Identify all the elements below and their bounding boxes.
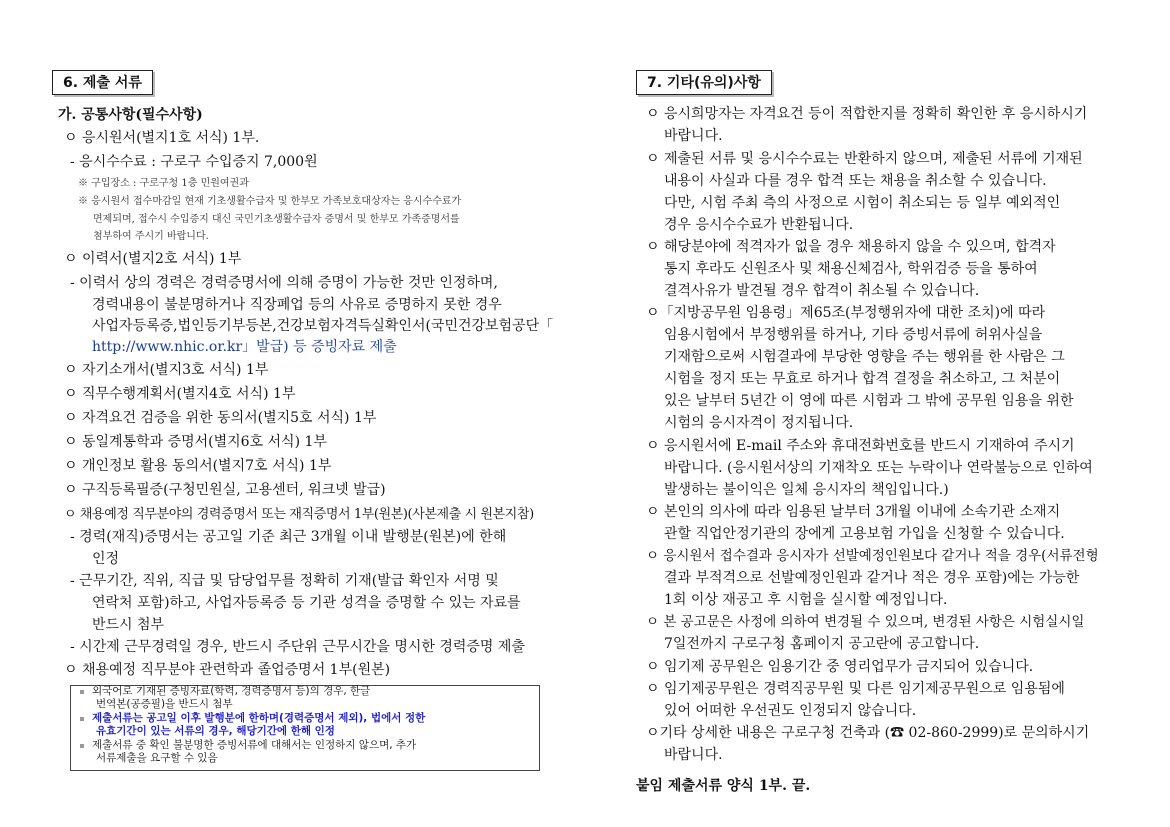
list-item: 내용이 사실과 다를 경우 합격 또는 채용을 취소할 수 있습니다. <box>664 173 1047 189</box>
list-item: ㅇ 채용예정 직무분야 관련학과 졸업증명서 1부(원본) <box>64 662 391 678</box>
list-item: ㅇ 본 공고문은 사정에 의하여 변경될 수 있으며, 변경된 사항은 시험실시일 <box>646 614 1085 630</box>
list-item: ㅇ 채용예정 직무분야의 경력증명서 또는 재직증명서 1부(원본)(사본제출 시 원본지참) <box>64 507 534 522</box>
section-6-title: 6. 제출 서류 <box>52 70 153 95</box>
list-item: 반드시 첨부 <box>92 617 165 633</box>
list-item: 관할 직업안정기관의 장에게 고용보험 가입을 신청할 수 있습니다. <box>664 526 1065 542</box>
note-item: 첨부하여 주시기 바랍니다. <box>93 231 209 242</box>
list-item: ㅇ 제출된 서류 및 응시수수료는 반환하지 않으며, 제출된 서류에 기재된 <box>646 151 1083 167</box>
list-item: 경력내용이 불분명하거나 직장폐업 등의 사유로 증명하지 못한 경우 <box>92 297 502 313</box>
note-item: ※ 구입장소 : 구로구청 1층 민원여권과 <box>78 178 249 189</box>
notice-text: 번역본(공증필)을 반드시 첨부 <box>96 698 233 710</box>
list-item: - 응시수수료 : 구로구 수입증지 7,000원 <box>70 154 318 170</box>
list-item: - 근무기간, 직위, 직급 및 담당업무를 정확히 기재(발급 확인자 서명 및 <box>70 573 499 589</box>
list-item: 바랍니다. (응시원서상의 기재착오 또는 누락이나 연락불능으로 인하여 <box>664 460 1093 476</box>
note-item: ※ 응시원서 접수마감일 현재 기초생활수급자 및 한부모 가족보호대상자는 응시수수료가 <box>78 196 462 207</box>
list-item: 결격사유가 발견될 경우 합격이 취소될 수 있습니다. <box>664 283 980 299</box>
list-item: ㅇ 직무수행계획서(별지4호 서식) 1부 <box>64 386 296 402</box>
notice-text-emphasis: 유효기간이 있는 서류의 경우, 해당기간에 한해 인정 <box>96 725 335 737</box>
list-item: ㅇ 동일계통학과 증명서(별지6호 서식) 1부 <box>64 434 327 450</box>
list-item: 바랍니다. <box>664 747 723 763</box>
list-item: 기재함으로써 시험결과에 부당한 영향을 주는 행위를 한 사람은 그 <box>664 349 1065 365</box>
list-item: 시험의 응시자격이 정지됩니다. <box>664 415 854 431</box>
common-requirements-heading: 가. 공통사항(필수사항) <box>58 107 203 123</box>
list-item: ㅇ 응시원서에 E-mail 주소와 휴대전화번호를 반드시 기재하여 주시기 <box>646 438 1075 454</box>
list-item: ㅇ 임기제공무원은 경력직공무원 및 다른 임기제공무원으로 임용됨에 <box>646 681 1065 697</box>
list-item: 연락처 포함)하고, 사업자등록증 등 기관 성격을 증명할 수 있는 자료를 <box>92 595 521 611</box>
list-item: ㅇ「지방공무원 임용령」제65조(부정행위자에 대한 조치)에 따라 <box>646 305 1046 321</box>
list-item: ㅇ 응시원서(별지1호 서식) 1부. <box>64 130 260 146</box>
notice-bullet <box>80 690 84 694</box>
list-item: ㅇ 해당분야에 적격자가 없을 경우 채용하지 않을 수 있으며, 합격자 <box>646 239 1056 255</box>
notice-bullet <box>80 717 84 721</box>
list-item: ㅇ 응시원서 접수결과 응시자가 선발예정인원보다 같거나 적을 경우(서류전형 <box>646 548 1099 564</box>
list-item: ㅇ 자격요건 검증을 위한 동의서(별지5호 서식) 1부 <box>64 410 377 426</box>
list-item: - 경력(재직)증명서는 공고일 기준 최근 3개월 이내 발행분(원본)에 한해 <box>70 529 507 545</box>
contact-item: ㅇ기타 상세한 내용은 구로구청 건축과 (☎ 02-860-2999)로 문의하시기 <box>646 725 1090 741</box>
list-item: 발생하는 불이익은 일체 응시자의 책임입니다.) <box>664 482 949 498</box>
notice-text-emphasis: 제출서류는 공고일 이후 발행분에 한하며(경력증명서 제외), 법에서 정한 <box>92 712 426 724</box>
list-item: - 이력서 상의 경력은 경력증명서에 의해 증명이 가능한 것만 인정하며, <box>70 275 498 291</box>
list-item: ㅇ 이력서(별지2호 서식) 1부 <box>64 251 242 267</box>
list-item: ㅇ 자기소개서(별지3호 서식) 1부 <box>64 362 269 378</box>
list-item: 임용시험에서 부정행위를 하거나, 기타 증빙서류에 허위사실을 <box>664 327 1043 343</box>
notice-text: 외국어로 기재된 증빙자료(학력, 경력증명서 등)의 경우, 한글 <box>92 685 371 697</box>
list-item: 바랍니다. <box>664 128 723 144</box>
notice-bullet <box>80 744 84 748</box>
note-item: 면제되며, 접수시 수입증지 대신 국민기초생활수급자 증명서 및 한부모 가족증명서를 <box>93 214 460 225</box>
notice-text: 서류제출을 요구할 수 있음 <box>96 752 218 764</box>
list-item: 있어 어떠한 우선권도 인정되지 않습니다. <box>664 703 917 719</box>
list-item: ㅇ 임기제 공무원은 임용기간 중 영리업무가 금지되어 있습니다. <box>646 659 1034 675</box>
list-item: ㅇ 본인의 의사에 따라 임용된 날부터 3개월 이내에 소속기관 소재지 <box>646 504 1061 520</box>
list-item: 시험을 정지 또는 무효로 하거나 합격 결정을 취소하고, 그 처분이 <box>664 371 1061 387</box>
section-7-title: 7. 기타(유의)사항 <box>636 70 772 95</box>
list-item: 인정 <box>92 551 120 567</box>
attachment-footer: 붙임 제출서류 양식 1부. 끝. <box>636 778 811 794</box>
list-item: 있은 날부터 5년간 이 영에 따른 시험과 그 밖에 공무원 임용을 위한 <box>664 393 1074 409</box>
list-item: 1회 이상 재공고 후 시험을 실시할 예정입니다. <box>664 592 948 608</box>
list-item: 결과 부적격으로 선발예정인원과 같거나 적은 경우 포함)에는 가능한 <box>664 570 1080 586</box>
list-item: ㅇ 응시희망자는 자격요건 등이 적합한지를 정확히 확인한 후 응시하시기 <box>646 106 1088 122</box>
list-item: - 시간제 근무경력일 경우, 반드시 주단위 근무시간을 명시한 경력증명 제출 <box>70 639 525 655</box>
nhic-link[interactable]: http://www.nhic.or.kr」발급) 등 증빙자료 제출 <box>92 339 397 355</box>
list-item: ㅇ 구직등록필증(구청민원실, 고용센터, 워크넷 발급) <box>64 482 386 498</box>
list-item: 통지 후라도 신원조사 및 채용신체검사, 학위검증 등을 통하여 <box>664 261 1038 277</box>
list-item: ㅇ 개인정보 활용 동의서(별지7호 서식) 1부 <box>64 458 332 474</box>
list-item: 다만, 시험 주최 측의 사정으로 시험이 취소되는 등 일부 예외적인 <box>664 195 1061 211</box>
notice-text: 제출서류 중 확인 불분명한 증빙서류에 대해서는 인정하지 않으며, 추가 <box>92 739 417 751</box>
list-item: 사업자등록증,법인등기부등본,건강보험자격득실확인서(국민건강보험공단「 <box>92 318 554 334</box>
list-item: 경우 응시수수료가 반환됩니다. <box>664 217 854 233</box>
list-item: 7일전까지 구로구청 홈페이지 공고란에 공고합니다. <box>664 636 980 652</box>
